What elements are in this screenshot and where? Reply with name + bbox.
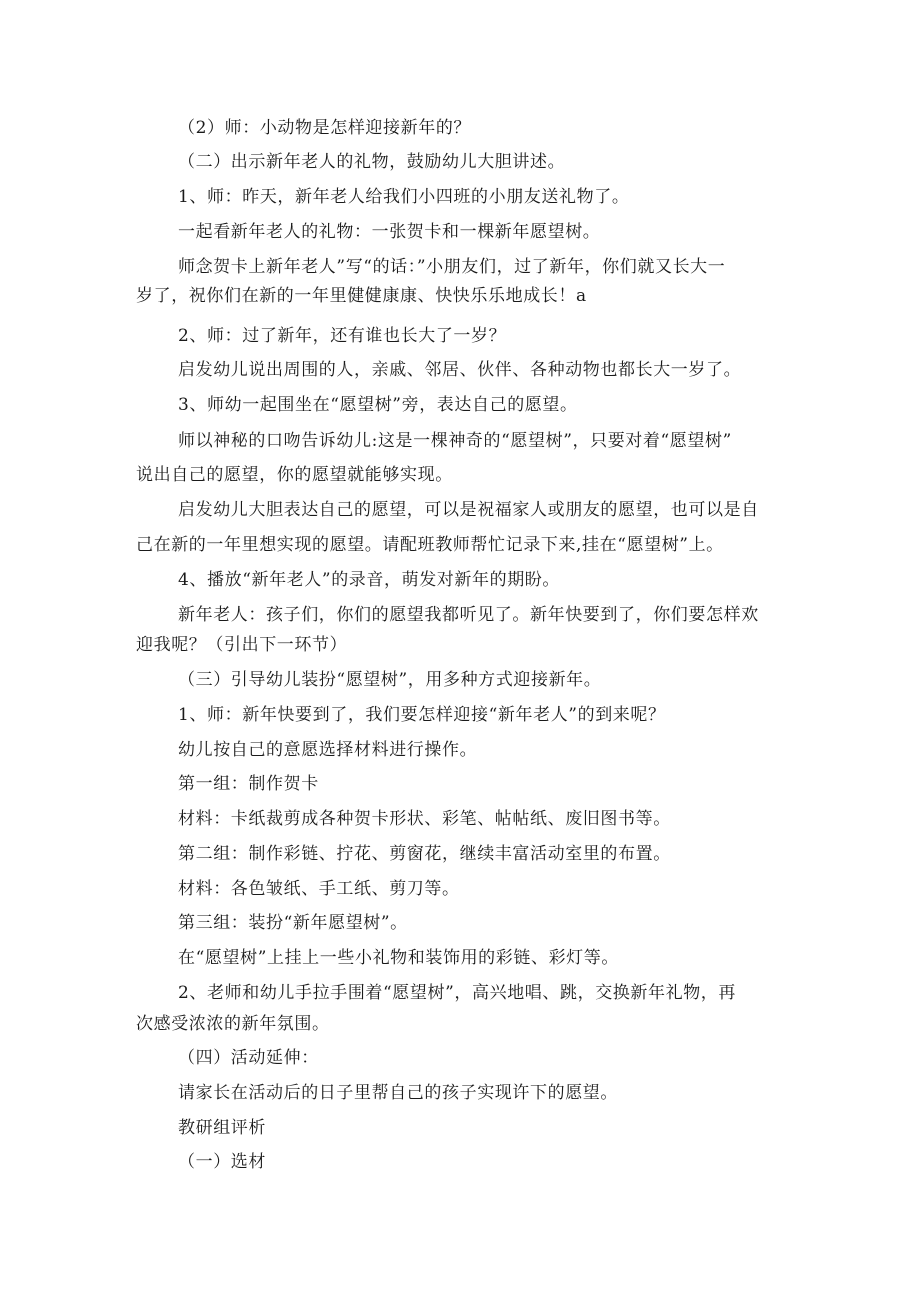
- text-line-23: 材料：各色皱纸、手工纸、剪刀等。: [178, 879, 460, 899]
- text-line-3: 1、师：昨天，新年老人给我们小四班的小朋友送礼物了。: [178, 187, 630, 207]
- text-line-21: 材料：卡纸裁剪成各种贺卡形状、彩笔、帖帖纸、废旧图书等。: [178, 809, 671, 829]
- text-line-30: 教研组评析: [178, 1118, 266, 1138]
- text-line-13: 己在新的一年里想实现的愿望。请配班教师帮忙记录下来,挂在“愿望树”上。: [136, 535, 724, 555]
- text-line-18: 1、师：新年快要到了，我们要怎样迎接“新年老人”的到来呢？: [178, 705, 666, 725]
- text-line-12: 启发幼儿大胆表达自己的愿望，可以是祝福家人或朋友的愿望，也可以是自: [178, 500, 759, 520]
- text-line-9: 3、师幼一起围坐在“愿望树”旁，表达自己的愿望。: [178, 395, 578, 415]
- text-line-19: 幼儿按自己的意愿选择材料进行操作。: [178, 740, 478, 760]
- text-line-26: 2、老师和幼儿手拉手围着“愿望树”，高兴地唱、跳，交换新年礼物，再: [178, 983, 736, 1003]
- text-line-7: 2、师：过了新年，还有谁也长大了一岁？: [178, 326, 507, 346]
- text-line-20: 第一组：制作贺卡: [178, 774, 319, 794]
- text-line-8: 启发幼儿说出周围的人，亲戚、邻居、伙伴、各种动物也都长大一岁了。: [178, 360, 742, 380]
- text-line-24: 第三组：装扮“新年愿望树”。: [178, 913, 408, 933]
- text-line-14: 4、播放“新年老人”的录音，萌发对新年的期盼。: [178, 570, 560, 590]
- text-line-31: （一）选材: [178, 1152, 266, 1172]
- text-line-15: 新年老人：孩子们，你们的愿望我都听见了。新年快要到了，你们要怎样欢: [178, 605, 759, 625]
- text-line-10: 师以神秘的口吻告诉幼儿:这是一棵神奇的“愿望树”，只要对着“愿望树”: [178, 431, 732, 451]
- text-line-28: （四）活动延伸：: [178, 1048, 319, 1068]
- text-line-17: （三）引导幼儿装扮“愿望树”，用多种方式迎接新年。: [178, 670, 602, 690]
- text-line-4: 一起看新年老人的礼物：一张贺卡和一棵新年愿望树。: [178, 222, 601, 242]
- text-line-5: 师念贺卡上新年老人”写“的话：”小朋友们，过了新年，你们就又长大一: [178, 257, 726, 277]
- text-line-16: 迎我呢？（引出下一环节）: [136, 635, 348, 655]
- text-line-25: 在“愿望树”上挂上一些小礼物和装饰用的彩链、彩灯等。: [178, 948, 619, 968]
- text-line-11: 说出自己的愿望，你的愿望就能够实现。: [136, 465, 453, 485]
- text-line-27: 次感受浓浓的新年氛围。: [136, 1014, 330, 1034]
- text-line-6: 岁了，祝你们在新的一年里健健康康、快快乐乐地成长！a: [136, 286, 587, 306]
- text-line-1: （2）师：小动物是怎样迎接新年的？: [178, 118, 472, 138]
- text-line-29: 请家长在活动后的日子里帮自己的孩子实现许下的愿望。: [178, 1083, 618, 1103]
- text-line-2: （二）出示新年老人的礼物，鼓励幼儿大胆讲述。: [178, 152, 566, 172]
- text-line-22: 第二组：制作彩链、拧花、剪窗花，继续丰富活动室里的布置。: [178, 844, 671, 864]
